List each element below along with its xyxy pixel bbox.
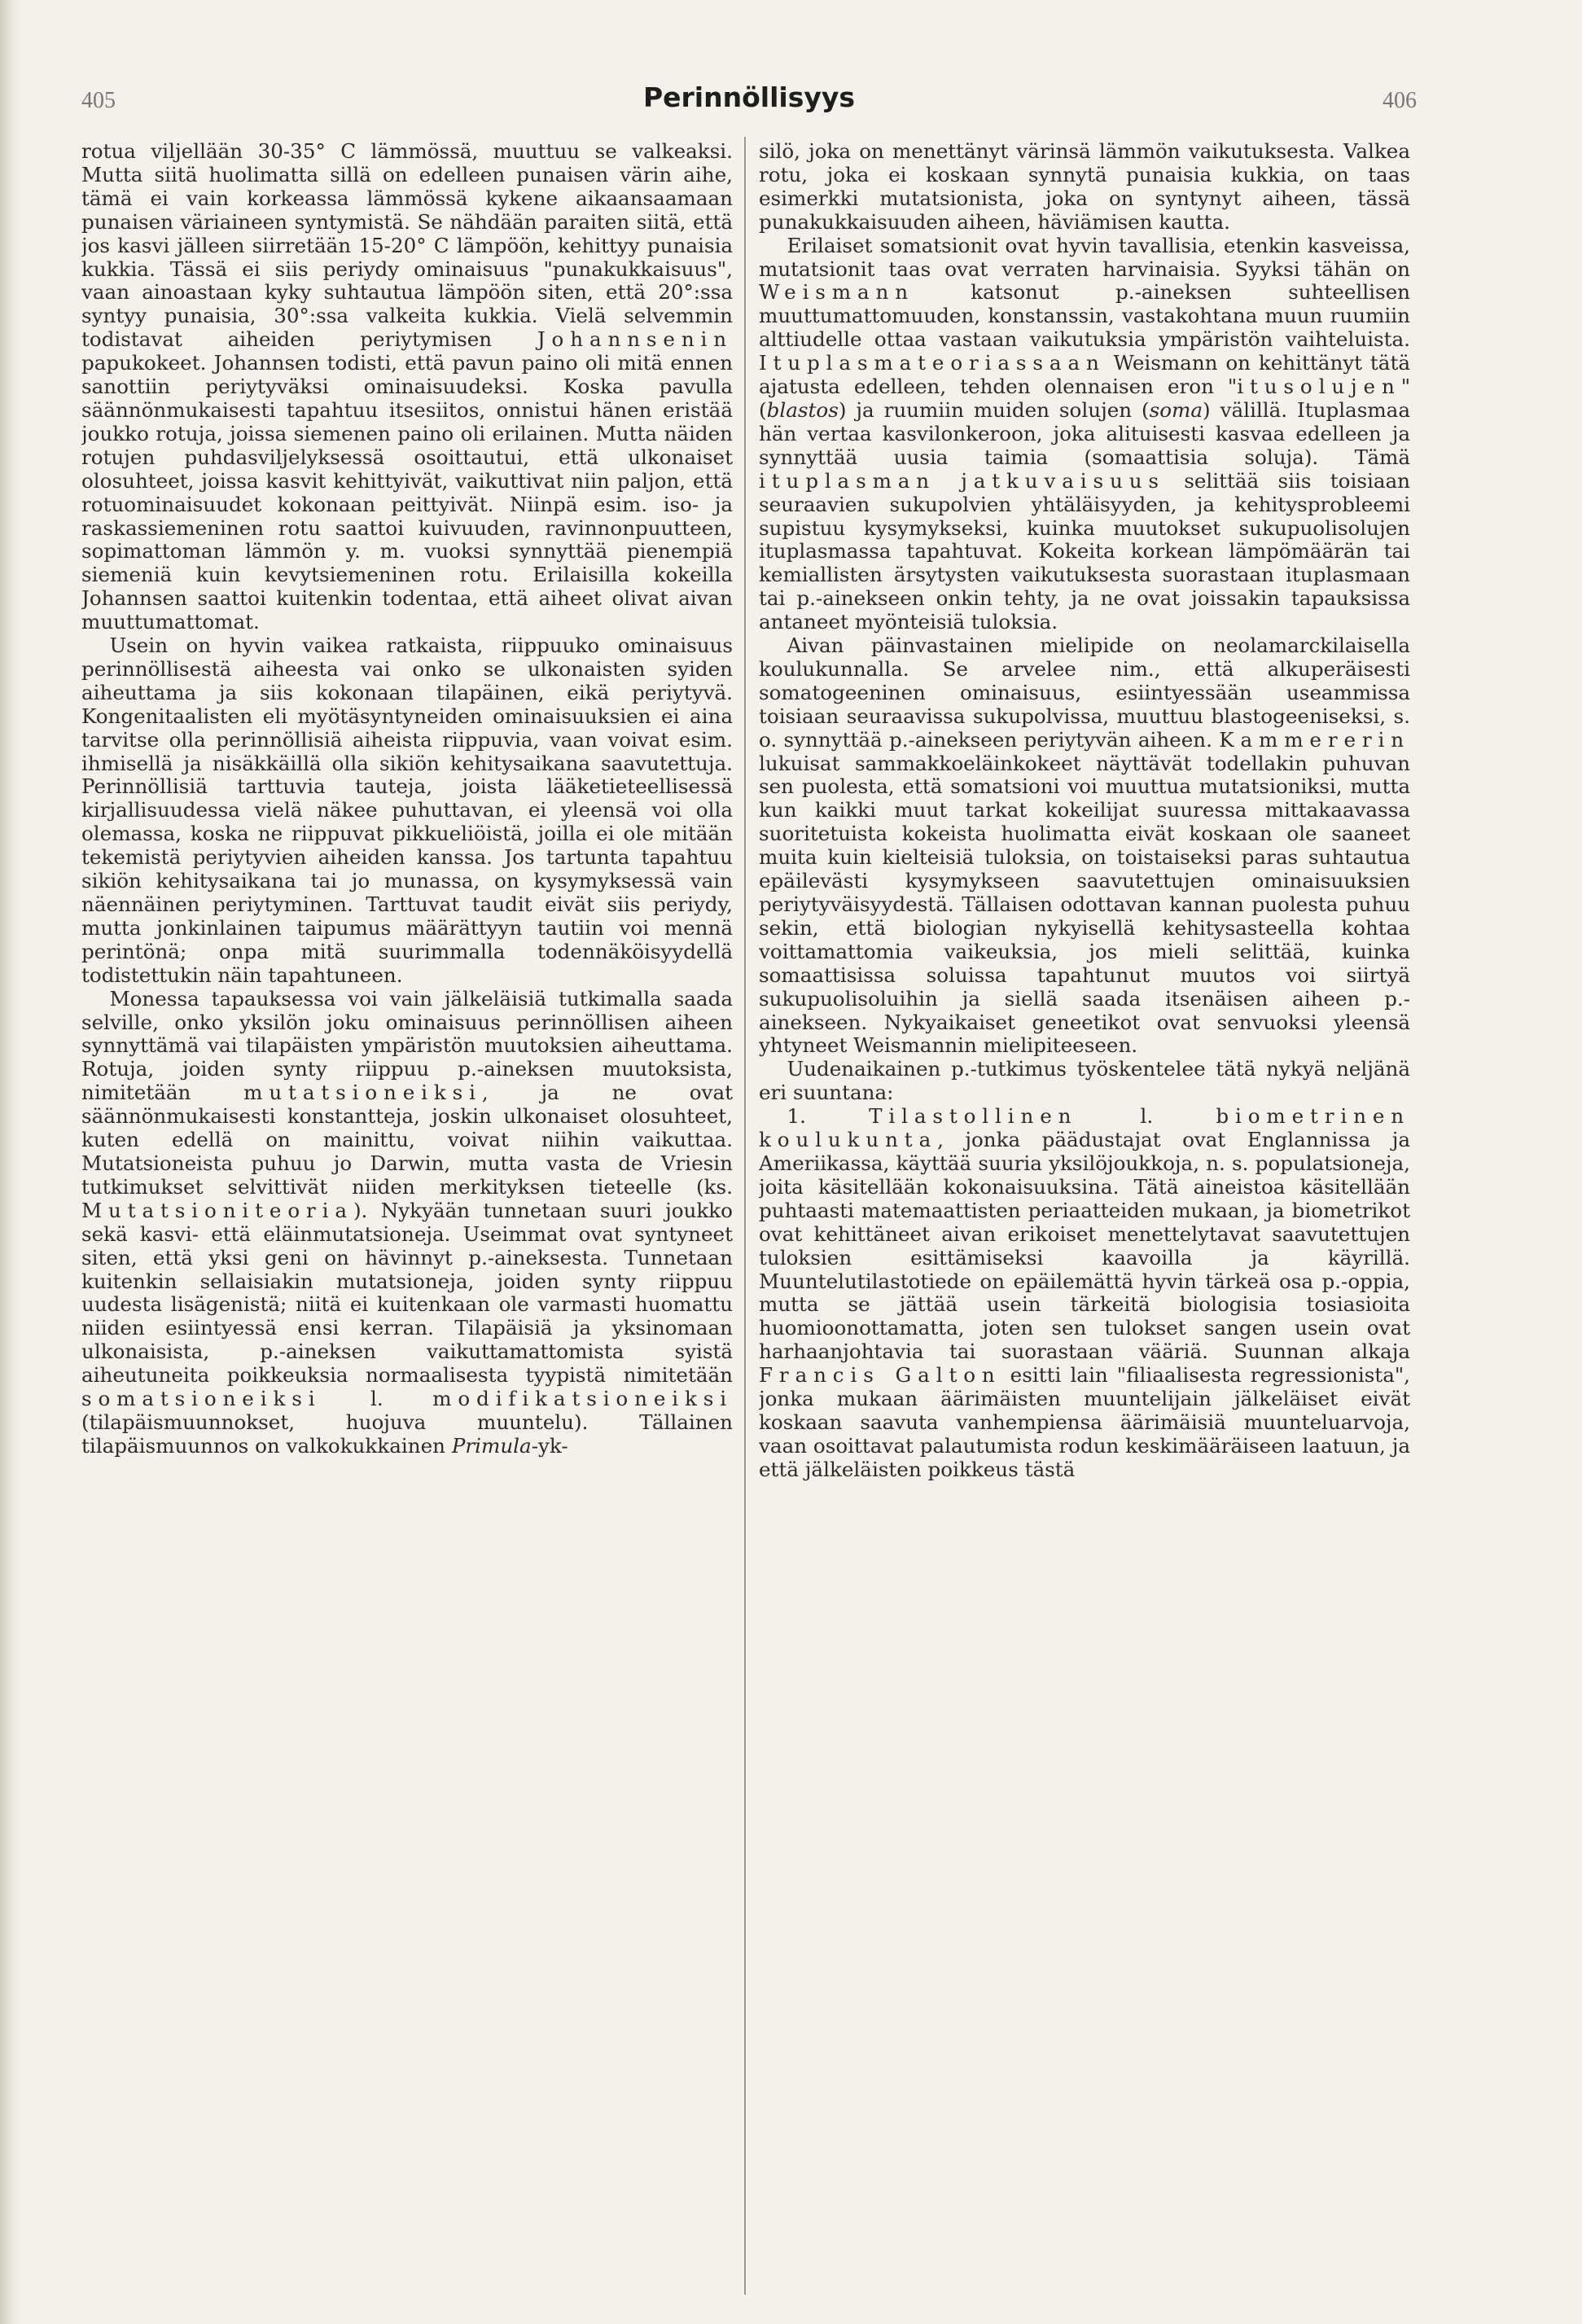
spaced-term: mutatsioneiksi xyxy=(243,1081,482,1105)
paragraph: Erilaiset somatsionit ovat hyvin tavallisia, etenkin kasveissa, mutatsionit taas ovat verraten harvinaisia. Syyksi tähän on Weismann katsonut p.-aineksen suhteellisen muuttumattomuuden, konstanssin, vastakohtana muun ruumiin alttiudelle ottaa vastaan vaikutuksia ympäristön vaihteluista. Ituplasmateoriassaan Weismann on kehittänyt tätä ajatusta edelleen, tehden olennaisen eron "itusolujen" (blastos) ja ruumiin muiden solujen (soma) välillä. Ituplasmaa hän vertaa kasvilonkeroon, joka alituisesti kasvaa edelleen ja synnyttää uusia taimia (somaattisia soluja). Tämä ituplasman jatkuvaisuus selittää siis toisiaan seuraavien sukupolvien yhtäläisyyden, ja kehitysprobleemi supistuu kysymykseksi, kuinka muutokset sukupuolisolujen ituplasmassa tapahtuvat. Kokeita korkean lämpömäärän tai kemiallisten ärsytysten vaikutuksesta suorastaan ituplasmaan tai p.-ainekseen onkin tehty, ja ne ovat joissakin tapauksissa antaneet myönteisiä tuloksia. xyxy=(759,233,1410,634)
paragraph: Uudenaikainen p.-tutkimus työskentelee tätä nykyä neljänä eri suuntana: xyxy=(759,1057,1410,1105)
column-divider xyxy=(744,137,746,2295)
cross-reference: Mutatsioniteoria xyxy=(81,1198,353,1222)
spaced-term: modifikatsioneiksi xyxy=(432,1387,733,1411)
italic-term: blastos xyxy=(766,397,839,422)
spaced-term: Tilastollinen xyxy=(869,1104,1078,1129)
italic-term: soma xyxy=(1149,397,1203,422)
spaced-term: Ituplasmateoriassaan xyxy=(759,351,1106,375)
paragraph: Monessa tapauksessa voi vain jälkeläisiä tutkimalla saada selville, onko yksilön joku ominaisuus perinnöllisen aiheen synnyttämä vai tilapäisten ympäristön muutoksien aiheuttama. Rotuja, joiden synty riippuu p.-aineksen muutoksista, nimitetään mutatsioneiksi, ja ne ovat säännönmukaisesti konstantteja, joskin ulkonaiset olosuhteet, kuten edellä on mainittu, voivat niihin vaikuttaa. Mutatsioneista puhuu jo Darwin, mutta vasta de Vriesin tutkimukset selvittivät niiden merkityksen tieteelle (ks. Mutatsioniteoria). Nykyään tunnetaan suuri joukko sekä kasvi- että eläinmutatsioneja. Useimmat ovat syntyneet siten, että yksi geni on hävinnyt p.-aineksesta. Tunnetaan kuitenkin sellaisiakin mutatsioneja, joiden synty riippuu uudesta lisägenistä; niitä ei kuitenkaan ole varmasti huomattu niiden esiintyessä ensi kerran. Tilapäisiä ja yksinomaan ulkonaisista, p.-aineksen vaikuttamattomista syistä aiheutuneita poikkeuksia normaalisesta tyypistä nimitetään somatsioneiksi l. modifikatsioneiksi (tilapäismuunnokset, huojuva muuntelu). Tällainen tilapäismuunnos on valkokukkainen Primula-yk- xyxy=(81,986,733,1458)
running-title: Perinnöllisyys xyxy=(642,81,856,113)
page-header xyxy=(81,81,1417,130)
spaced-term: itusolujen xyxy=(1237,375,1401,399)
spaced-name: Weismann xyxy=(759,280,914,305)
paragraph: silö, joka on menettänyt värinsä lämmön vaikutuksesta. Valkea rotu, joka ei koskaan synnytä punaisia kukkia, on taas esimerkki mutatsionista, joka on syntynyt aiheen, tässä punakukkaisuuden aiheen, häviämisen kautta. xyxy=(759,140,1410,234)
paragraph: rotua viljellään 30-35° C lämmössä, muuttuu se valkeaksi. Mutta siitä huolimatta sillä on edelleen punaisen värin aihe, tämä ei vain korkeassa lämmössä kykene aikaansaamaan punaisen väriaineen syntymistä. Se nähdään paraiten siitä, että jos kasvi jälleen siirretään 15-20° C lämpöön, kehittyy punaisia kukkia. Tässä ei siis periydy ominaisuus "punakukkaisuus", vaan ainoastaan kyky suhtautua lämpöön siten, että 20°:ssa syntyy punaisia, 30°:ssa valkeita kukkia. Vielä selvemmin todistavat aiheiden periytymisen Johannsenin papukokeet. Johannsen todisti, että pavun paino oli mitä ennen sanottiin periytyväksi ominaisuudeksi. Koska pavulla säännönmukaisesti tapahtuu itsesiitos, onnistui hänen eristää joukko rotuja, joissa siemenen paino oli erilainen. Mutta näiden rotujen puhdasviljelyksessä osoittautui, että ulkonaiset olosuhteet, joissa kasvit kehittyivät, vaikuttivat niin paljon, että rotuominaisuudet kokonaan peittyivät. Niinpä esim. iso- ja raskassiemeninen rotu saattoi kuivuuden, ravinnonpuutteen, sopimattoman lämmön y. m. vuoksi synnyttää pienempiä siemeniä kuin kevytsiemeninen rotu. Erilaisilla kokeilla Johannsen saattoi kuitenkin todentaa, että aiheet olivat aivan muuttumattomat. xyxy=(81,140,733,634)
page-number-left: 405 xyxy=(81,88,116,113)
paragraph: Aivan päinvastainen mielipide on neolamarckilaisella koulukunnalla. Se arvelee nim., että alkuperäisesti somatogeeninen ominaisuus, esiintyessään useammissa toisiaan seuraavissa sukupolvissa, muuttuu blastogeeniseksi, s. o. synnyttää p.-ainekseen periytyvän aiheen. Kammererin lukuisat sammakkoeläinkokeet näyttävät todellakin puhuvan sen puolesta, että somatsioni voi muuttua mutatsioniksi, mutta kun kaikki muut tarkat kokeilijat suuressa mittakaavassa suoritetuista kokeista huolimatta eivät koskaan ole saaneet muita kuin kielteisiä tuloksia, on toistaiseksi paras suhtautua epäilevästi kysymykseen saavutettujen ominaisuuksien periytyväisyydestä. Tällaisen odottavan kannan puolesta puhuu sekin, että biologian nykyisellä kehitysasteella kohtaa voittamattomia vaikeuksia, jos mieli selittää, kuinka somaattisissa soluissa tapahtunut muutos voi siirtyä sukupuolisoluihin ja siellä saada itsenäisen aiheen p.-ainekseen. Nykyaikaiset geneetikot ovat senvuoksi yleensä yhtyneet Weismannin mielipiteeseen. xyxy=(759,634,1410,1058)
paragraph: Usein on hyvin vaikea ratkaista, riippuuko ominaisuus perinnöllisestä aiheesta vai onko se ulkonaisten syiden aiheuttama ja siis kokonaan tilapäinen, eikä periytyvä. Kongenitaalisten eli myötäsyntyneiden ominaisuuksien ei aina tarvitse olla perinnöllisiä aiheista riippuvia, vaan voivat esim. ihmisellä ja nisäkkäillä olla sikiön kehitysaikana saavutettuja. Perinnöllisiä tarttuvia tauteja, joista lääketieteellisessä kirjallisuudessa vielä näkee puhuttavan, ei yleensä voi olla olemassa, koska ne riippuvat pikkueliöistä, joilla ei ole mitään tekemistä periytyvien aiheiden kanssa. Jos tartunta tapahtuu sikiön kehitysaikana tai jo munassa, on kysymyksessä vain näennäinen periytyminen. Tarttuvat taudit eivät siis periydy, mutta jonkinlainen taipumus määrättyyn tautiin voi mennä perintönä; onpa mitä suurimmalla todennäköisyydellä todistettukin näin tapahtuneen. xyxy=(81,634,733,987)
spaced-term: biometrinen koulukunta xyxy=(759,1104,1410,1152)
paragraph: 1. Tilastollinen l. biometrinen koulukunta, jonka päädustajat ovat Englannissa ja Ameriikassa, käyttää suuria yksilöjoukkoja, n. s. populatsioneja, joita käsitellään kokonaisuuksina. Tätä aineistoa käsitellään puhtaasti matemaattisten periaatteiden mukaan, ja biometrikot ovat kehittäneet aivan erikoiset menettelytavat saavutettujen tuloksien esittämiseksi kaavoilla ja käyrillä. Muuntelutilastotiede on epäilemättä hyvin tärkeä osa p.-oppia, mutta se jättää usein tärkeitä biologisia tosiasioita huomioonottamatta, joten sen tulokset sangen usein ovat harhaanjohtavia tai suorastaan vääriä. Suunnan alkaja Francis Galton esitti lain "filiaalisesta regressionista", jonka mukaan äärimäisten muuntelijain jälkeläiset eivät koskaan saavuta vanhempiensa äärimäisiä muunteluarvoja, vaan osoittavat palautumista rodun keskimääräiseen laatuun, ja että jälkeläisten poikkeus tästä xyxy=(759,1104,1410,1481)
scan-edge xyxy=(0,0,21,2324)
spaced-name: Johannsenin xyxy=(537,327,733,352)
right-column xyxy=(759,140,1410,2306)
spaced-term: ituplasman jatkuvaisuus xyxy=(759,468,1165,493)
spaced-term: somatsioneiksi xyxy=(81,1387,322,1411)
spaced-name: Francis Galton xyxy=(759,1363,1001,1388)
italic-term: Primula xyxy=(451,1433,532,1458)
spaced-name: Kammererin xyxy=(1219,727,1410,752)
left-column xyxy=(81,140,733,2306)
page-number-right: 406 xyxy=(1383,88,1417,113)
